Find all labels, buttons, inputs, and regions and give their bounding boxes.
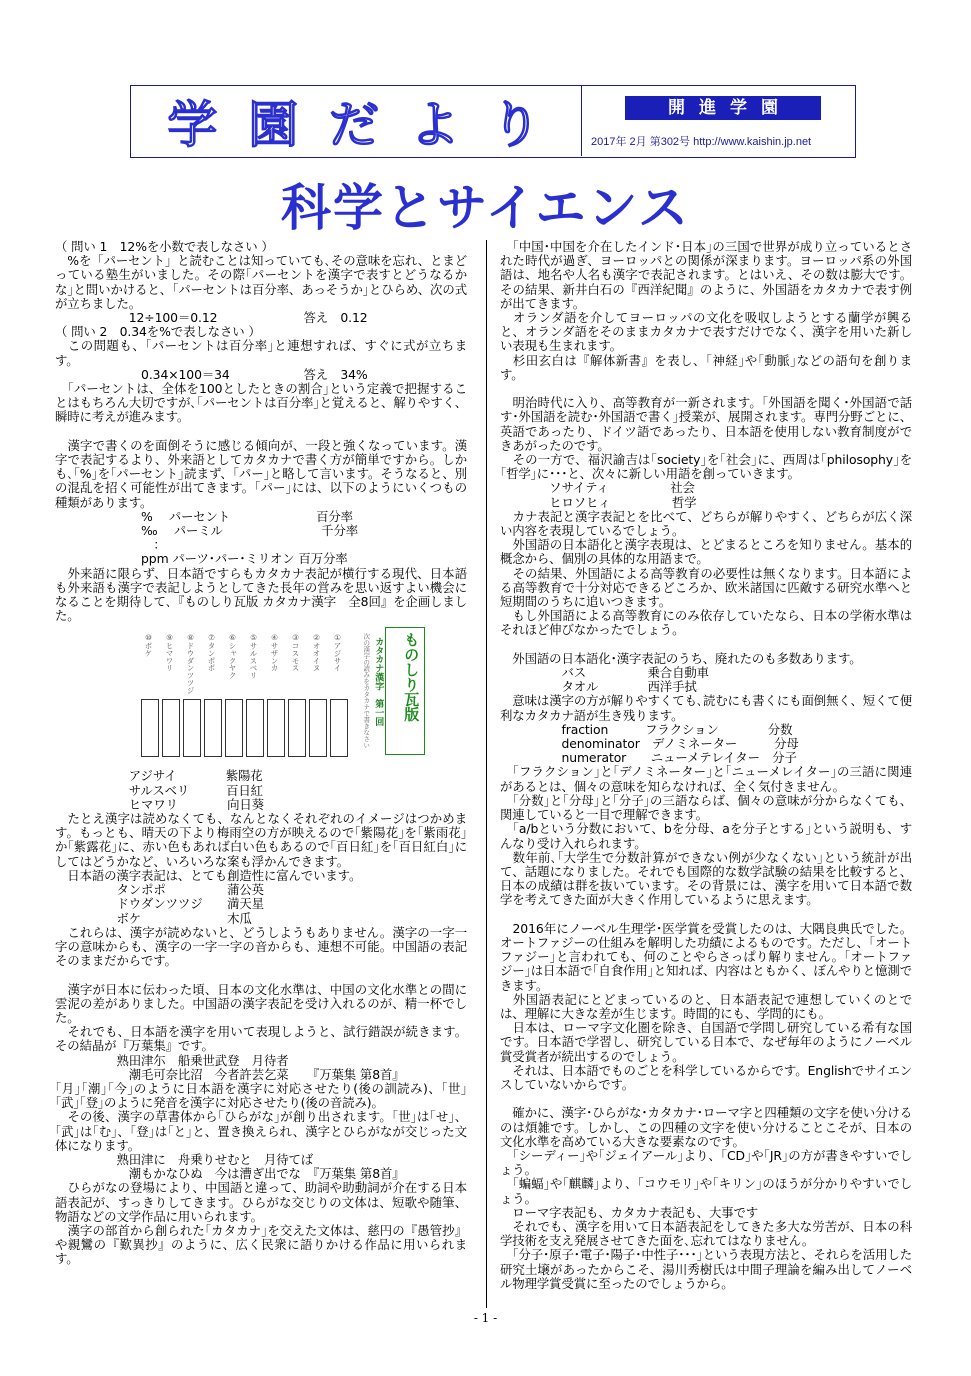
paragraph-spacer — [500, 638, 912, 652]
quiz-item: ⑥シャクヤク — [228, 633, 237, 680]
paragraph: 数年前､｢大学生で分数計算ができない例が少なくない｣という統計が出て、話題になりました。それでも国際的な数学試験の結果を比較すると、日本の成績は群を抜いています。その背景には、漢字を用いて日本語で数学を考えてきた面が大きく作用しているように思えます。 — [500, 849, 912, 908]
masthead-divider — [581, 86, 582, 156]
paragraph: ｢分子･原子･電子･陽子･中性子･･･｣という表現方法と、それらを活用した研究土壌があったからこそ、湯川秀樹氏は中間子理論を編み出してノーベル物理学賞受賞に至ったのでしょうから。 — [500, 1247, 912, 1291]
paragraph: 意味は漢字の方が解りやすくても､読むにも書くにも面倒無く、短くて便利なカタカナ語が生き残ります。 — [500, 693, 912, 723]
title-char: 学 — [167, 96, 220, 154]
paragraph: ｢分数｣と｢分母｣と｢分子｣の三語ならば、個々の意味が分からなくても、関連していると一目で理解できます。 — [500, 792, 912, 823]
paragraph: ソサイティ 社会 — [500, 480, 695, 496]
paragraph: アジサイ 紫陽花 — [55, 768, 263, 784]
paragraph: 潮もかなひぬ 今は漕ぎ出でな 『万葉集 第8首』 — [55, 1166, 405, 1182]
paragraph: 潮毛可奈比沼 今者許芸乞菜 『万葉集 第8首』 — [55, 1066, 405, 1082]
paragraph: numerator ニューメテレイター 分子 — [500, 750, 797, 766]
quiz-banner — [385, 627, 425, 755]
paragraph: （ 問い 2 0.34を%で表しなさい ） — [55, 324, 261, 340]
page-number: - 1 - — [473, 1311, 498, 1325]
quiz-answer-box — [288, 699, 306, 757]
quiz-answer-box — [141, 699, 159, 757]
column-divider — [486, 240, 487, 1308]
headline: 科学とサイエンス — [281, 179, 690, 237]
paragraph: ppm パーツ･パー･ミリオン 百万分率 — [55, 551, 348, 567]
paragraph: 漢字で書くのを面倒そうに感じる傾向が、一段と強くなっています。漢字で表記するより、外来語としてカタカナで書く方が簡単ですから。しかも､｢%｣を｢パーセント｣読まず、｢パー｣と略して言います。そうなると、別の混乱を招く可能性が出てきます。｢パー｣には、以下のようにいくつもの種類があります。 — [55, 437, 467, 510]
quiz-item: ⑩ボケ — [144, 633, 153, 658]
paragraph: % パーセント 百分率 — [55, 508, 353, 524]
paragraph: オランダ語を介してヨーロッパの文化を吸収しようとする蘭学が興ると、オランダ語をそのままカタカナで表すだけでなく、漢字を用いた新しい表現も生まれます。 — [500, 310, 912, 354]
paragraph: ローマ字表記も、カタカナ表記も、大事です — [500, 1204, 759, 1220]
paragraph: ｢シーディー｣や｢ジェイアール｣より、｢CD｣や｢JR｣の方が書きやすいでしょう。 — [500, 1147, 912, 1178]
paragraph: 12÷100＝0.12 答え 0.12 — [55, 310, 368, 326]
paragraph: 杉田玄白は『解体新書』を表し、｢神経｣や｢動脈｣などの語句を創ります。 — [500, 352, 912, 382]
quiz-answer-box — [309, 699, 327, 757]
paragraph: たとえ漢字は読めなくても、なんとなくそれぞれのイメージはつかめます。もっとも、晴天の下より梅雨空の方が映えるので｢紫陽花｣を｢紫雨花｣か｢紫露花｣に、赤い色もあれば白い色もあるので｢百日紅｣を｢百日紅白｣にしてはどうかなど、いろいろな案も浮かんできます。 — [55, 811, 467, 869]
paragraph: 外国語の日本語化･漢字表記のうち、廃れたのも多数あります。 — [500, 650, 862, 666]
quiz-answer-box — [183, 699, 201, 757]
paragraph: denominator デノミネーター 分母 — [500, 736, 799, 752]
quiz-answer-box — [246, 699, 264, 757]
paragraph: 日本語の漢字表記は、とても創造性に富んでいます。 — [55, 867, 362, 883]
paragraph: それでも、日本語を漢字を用いて表現しようと、試行錯誤が続きます。その結晶が『万葉集』です。 — [55, 1024, 467, 1054]
paragraph: %を「パーセント」と読むことは知っていても､その意味を忘れ、とまどっている塾生がいました。その際｢パーセントを漢字で表すとどうなるかな｣と問いかけると、｢パーセントは百分率、あっそうか｣とひらめ、次の式が立ちました。 — [55, 253, 467, 311]
quiz-banner-title: ものしり瓦版 — [402, 632, 421, 722]
quiz-answer-box — [225, 699, 243, 757]
paragraph: ドウダンツツジ 満天星 — [55, 896, 264, 912]
paragraph: 外国語の日本語化と漢字表現は、とどまるところを知りません。基本的概念から、個別の具体的な用語まで。 — [500, 537, 912, 567]
paragraph: ｢a/bという分数において、bを分母、aを分子とする｣という説明も、すんなり受け入れられます。 — [500, 821, 912, 851]
paragraph: カナ表記と漢字表記とを比べて、どちらが解りやすく、どちらが広く深い内容を表現しているでしょう。 — [500, 508, 912, 539]
quiz-item: ②オオイヌ — [312, 633, 321, 672]
title-char: り — [490, 96, 543, 154]
paragraph: 2016年にノーベル生理学･医学賞を受賞したのは、大隅良典氏でした。オートファジーの仕組みを解明した功績によるものです。ただし、｢オートファジー｣と言われても、何のことやらさっぱり解りません。｢オートファジー｣は日本語で｢自食作用｣と知れば、内容はともかく、ぼんやりと憶測できます。 — [500, 920, 912, 993]
title-char: だ — [328, 96, 381, 154]
paragraph: fraction フラクション 分数 — [500, 721, 793, 737]
paragraph: 日本は、ローマ字文化圏を除き、自国語で学問し研究している希有な国です。日本語で学習し、研究している日本で、なぜ毎年のようにノーベル賞受賞者が続出するのでしょう。 — [500, 1020, 912, 1064]
paragraph: ヒロソヒィ 哲学 — [500, 494, 697, 510]
issue-info: 2017年 2月 第302号 http://www.kaishin.jp.net — [591, 136, 812, 148]
paragraph-spacer — [500, 908, 912, 922]
quiz-answer-box — [267, 699, 285, 757]
paragraph: 明治時代に入り、高等教育が一新されます。｢外国語を聞く･外国語で話す･外国語を読む･外国語で書く｣授業が、展開されます。専門分野ごとに、英語であったり、ドイツ語であったり、日本語を使用しない教育制度ができあがったのです。 — [500, 395, 913, 453]
paragraph: これらは、漢字が読めないと、どうしようもありません。漢字の一字一字の意味からも、漢字の一字一字の音からも、連想不可能。中国語の表記そのままだからです。 — [55, 924, 467, 969]
quiz-item: ⑤サルスベリ — [249, 633, 258, 680]
right-column — [500, 240, 912, 1291]
paragraph: 熟田津尓 船乗世武登 月待者 — [55, 1052, 289, 1068]
paragraph: タオル 西洋手拭 — [500, 679, 697, 695]
paragraph: ｢フラクション｣と｢デノミネーター｣と｢ニューメレイター｣の三語に関連があるとは、個々の意味を知らなければ、全く気付きません。 — [500, 764, 912, 794]
quiz-answer-box — [204, 699, 222, 757]
title-char: よ — [409, 96, 462, 154]
paragraph: タンポポ 蒲公英 — [55, 882, 264, 898]
paragraph-spacer — [500, 382, 912, 396]
paragraph: 外国語表記にとどまっているのと、日本語表記で連想していくのとでは、理解に大きな差が生じます。時間的にも、学問的にも。 — [500, 991, 912, 1021]
paragraph: ヒマワリ 向日葵 — [55, 796, 264, 812]
paragraph: その結果、外国語による高等教育の必要性は無くなります。日本語による高等教育で十分対応できるどころか、欧米諸国に匹敵する研究水準へと短期間のうちに追いつきます。 — [500, 565, 912, 610]
paragraph: その後、漢字の草書体から｢ひらがな｣が創り出されます。｢世｣は｢せ｣、｢武｣は｢む｣、｢登｣は｢と｣と、置き換えられ、漢字とひらがなが交じった文体になります。 — [55, 1109, 467, 1153]
paragraph-spacer — [55, 425, 467, 439]
paragraph: ボケ 木瓜 — [55, 910, 252, 926]
paragraph: ‰ パーミル 千分率 — [55, 523, 359, 539]
paragraph: それは、日本語でものごとを科学しているからです。Englishでサイエンスしていないからです。 — [500, 1062, 912, 1092]
masthead — [130, 85, 856, 158]
quiz-subtitle: カタカナ漢字 第一回 — [373, 637, 384, 727]
paragraph: ： — [55, 537, 166, 553]
paragraph: それでも、漢字を用いて日本語表記をしてきた多大な労苦が、日本の科学技術を支え発展させてきた面を､忘れてはなりません。 — [500, 1218, 912, 1249]
paragraph: バス 乗合自動車 — [500, 665, 709, 681]
quiz-figure — [55, 627, 467, 767]
paragraph: ひらがなの登場により、中国語と違って、助詞や助動詞が介在する日本語表記が、すっきりしてきます。ひらがな交じりの文体は、短歌や随筆、物語などの文学作品に用いられます。 — [55, 1180, 467, 1224]
quiz-answer-box — [162, 699, 180, 757]
quiz-instruction: 次の漢字の読みをカタカナで書きなさい — [362, 633, 371, 749]
paragraph: ｢蝙蝠｣や｢麒麟｣より、｢コウモリ｣や｢キリン｣のほうが分かりやすいでしょう。 — [500, 1176, 912, 1206]
paragraph-spacer — [500, 1092, 912, 1106]
quiz-item: ①アジサイ — [333, 633, 342, 672]
newsletter-title — [131, 86, 579, 156]
paragraph: 確かに、漢字･ひらがな･カタカナ･ローマ字と四種類の文字を使い分けるのは煩雑です。しかし、この四種の文字を使い分けることこそが、日本の文化水準を高めている大きな要素なのです。 — [500, 1105, 912, 1149]
paragraph: 漢字の部首から創られた｢カタカナ｣を交えた文体は、慈円の『愚管抄』や親鸞の『歎異抄』のように、広く民衆に語りかける作品に用いられます。 — [55, 1222, 467, 1267]
left-column — [55, 240, 467, 1267]
paragraph: この問題も、｢パーセントは百分率｣と連想すれば、すぐに式が立ちます。 — [55, 338, 467, 368]
quiz-answer-box — [330, 699, 348, 757]
paragraph-spacer — [55, 968, 467, 982]
quiz-item: ③コスモス — [291, 633, 300, 672]
paragraph: 熟田津に 舟乗りせむと 月待てば — [55, 1151, 314, 1167]
paragraph: 外来語に限らず、日本語ですらもカタカナ表記が横行する現代、日本語も外来語も漢字で表記しようとしてきた長年の営みを思い返すよい機会になることを期待して､『ものしり瓦版 カタカナ漢字 全8回』を企画しました。 — [55, 565, 467, 624]
paragraph: 0.34×100＝34 答え 34% — [55, 366, 368, 382]
paragraph: 漢字が日本に伝わった頃、日本の文化水準は、中国の文化水準との間に雲泥の差がありました。中国語の漢字表記を受け入れるのが、精一杯でした。 — [55, 981, 467, 1025]
paragraph: （ 問い 1 12%を小数で表しなさい ） — [55, 239, 274, 254]
quiz-item: ⑨ヒマワリ — [165, 633, 174, 672]
paragraph: もし外国語による高等教育にのみ依存していたなら、日本の学術水準はそれほど伸びなかったでしょう。 — [500, 608, 912, 638]
paragraph: ｢中国･中国を介在したインド･日本｣の三国で世界が成り立っているとされた時代が過ぎ、ヨーロッパとの関係が深まります。ヨーロッパ系の外国語は、地名や人名も漢字で表記されます。とはいえ、その数は膨大です。その結果、新井白石の『西洋紀聞』のように、外国語をカタカナで表す例が出てきます。 — [500, 239, 912, 311]
paragraph: ｢月｣｢潮｣｢今｣のように日本語を漢字に対応させたり(後の訓読み)、｢世｣｢武｣｢登｣のように発音を漢字に対応させたり(後の音読み)。 — [55, 1080, 467, 1111]
quiz-item: ⑧ドウダンツツジ — [186, 633, 195, 695]
paragraph: ｢パーセントは、全体を100としたときの割合｣という定義で把握することはもちろん大切ですが､｢パーセントは百分率｣と覚えると、解りやすく、瞬時に考えが進みます。 — [55, 381, 467, 425]
paragraph: サルスベリ 百日紅 — [55, 782, 263, 798]
quiz-item: ④サザンカ — [270, 633, 279, 672]
title-char: 園 — [248, 96, 301, 154]
quiz-item: ⑦タンポポ — [207, 633, 216, 672]
school-name: 開進学園 — [625, 96, 821, 120]
paragraph: その一方で、福沢諭吉は｢society｣を｢社会｣に、西周は｢philosophy｣を｢哲学｣に･･･と、次々に新しい用語を創っていきます。 — [500, 452, 912, 482]
